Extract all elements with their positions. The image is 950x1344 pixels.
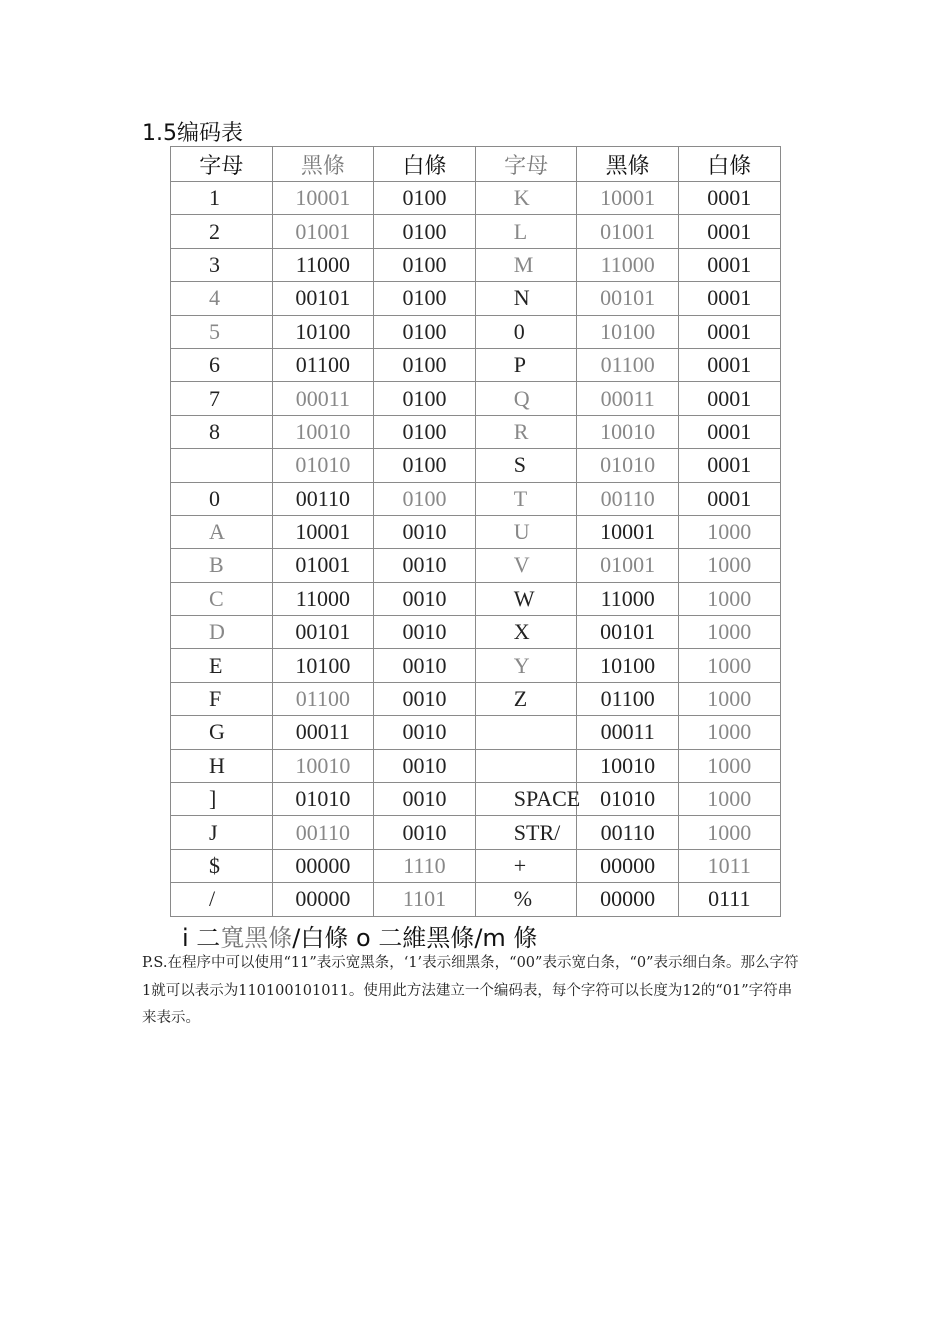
cell-letter-left: E: [171, 649, 273, 682]
table-row: [171, 215, 781, 248]
cell-black-right: 01001: [577, 215, 679, 248]
cell-white-right: 1000: [678, 649, 780, 682]
cell-black-left: 01001: [272, 549, 374, 582]
cell-letter-right: STR/: [475, 816, 577, 849]
header-black-1: 黑條: [272, 147, 374, 182]
table-row: [171, 716, 781, 749]
cell-black-right: 01100: [577, 682, 679, 715]
cell-white-left: 0010: [374, 816, 476, 849]
cell-black-right: 01010: [577, 449, 679, 482]
cell-letter-left: 8: [171, 415, 273, 448]
cell-letter-left: 1: [171, 182, 273, 215]
cell-black-right: 10100: [577, 649, 679, 682]
cell-white-right: 0001: [678, 248, 780, 281]
cell-white-left: 0010: [374, 749, 476, 782]
cell-letter-left: F: [171, 682, 273, 715]
cell-white-left: 0100: [374, 248, 476, 281]
cell-letter-left: B: [171, 549, 273, 582]
cell-letter-left: $: [171, 849, 273, 882]
cell-letter-right: [475, 716, 577, 749]
legend-part-1: i 二: [182, 924, 221, 952]
table-row: [171, 482, 781, 515]
table-row: [171, 315, 781, 348]
cell-white-right: 1000: [678, 682, 780, 715]
cell-white-right: 0001: [678, 482, 780, 515]
cell-black-right: 11000: [577, 248, 679, 281]
cell-white-right: 0001: [678, 449, 780, 482]
cell-white-left: 0100: [374, 182, 476, 215]
cell-letter-right: M: [475, 248, 577, 281]
cell-letter-right: Q: [475, 382, 577, 415]
cell-black-left: 00000: [272, 849, 374, 882]
cell-black-right: 11000: [577, 582, 679, 615]
cell-white-left: 0010: [374, 549, 476, 582]
table-row: [171, 616, 781, 649]
cell-white-left: 0010: [374, 515, 476, 548]
table-row: [171, 382, 781, 415]
cell-black-left: 10100: [272, 315, 374, 348]
cell-letter-left: ]: [171, 783, 273, 816]
cell-white-right: 1000: [678, 582, 780, 615]
cell-white-right: 0001: [678, 315, 780, 348]
header-white-2: 白條: [678, 147, 780, 182]
cell-letter-left: 2: [171, 215, 273, 248]
cell-letter-right: L: [475, 215, 577, 248]
cell-letter-left: 4: [171, 282, 273, 315]
cell-white-left: 0010: [374, 649, 476, 682]
table-header-row: [171, 147, 781, 182]
header-white-1: 白條: [374, 147, 476, 182]
cell-black-left: 01100: [272, 348, 374, 381]
table-row: [171, 515, 781, 548]
cell-letter-right: [475, 749, 577, 782]
cell-white-left: 0100: [374, 348, 476, 381]
cell-black-left: 00011: [272, 382, 374, 415]
note-paragraph: P.S.在程序中可以使用“11”表示宽黑条，‘1’表示细黑条，“00”表示宽白条，“0”表示细白条。那么字符1就可以表示为110100101011。使用此方法建立一个编码表，每个字符可以长度为12的“01”字符串来表示。: [142, 955, 799, 1026]
cell-white-right: 0001: [678, 282, 780, 315]
cell-white-right: 0001: [678, 182, 780, 215]
cell-black-right: 01001: [577, 549, 679, 582]
cell-white-left: 0100: [374, 449, 476, 482]
table-row: [171, 348, 781, 381]
section-heading: 1.5编码表: [142, 121, 243, 146]
cell-black-right: 00110: [577, 482, 679, 515]
cell-letter-left: [171, 449, 273, 482]
cell-white-right: 1000: [678, 783, 780, 816]
cell-black-left: 00110: [272, 482, 374, 515]
cell-letter-left: G: [171, 716, 273, 749]
cell-black-left: 10010: [272, 749, 374, 782]
cell-black-left: 00000: [272, 883, 374, 916]
cell-white-left: 0010: [374, 582, 476, 615]
legend-part-2: 寬黑條: [220, 924, 293, 952]
cell-white-right: 0001: [678, 215, 780, 248]
cell-letter-right: X: [475, 616, 577, 649]
cell-letter-right: N: [475, 282, 577, 315]
cell-black-left: 01001: [272, 215, 374, 248]
cell-black-left: 01010: [272, 783, 374, 816]
cell-letter-right: T: [475, 482, 577, 515]
table-row: [171, 883, 781, 916]
cell-white-left: 0100: [374, 415, 476, 448]
table-row: [171, 749, 781, 782]
cell-white-right: 1000: [678, 515, 780, 548]
cell-letter-right: Y: [475, 649, 577, 682]
header-letter-2: 字母: [475, 147, 577, 182]
cell-white-left: 0100: [374, 315, 476, 348]
cell-white-right: 1000: [678, 616, 780, 649]
cell-white-left: 1101: [374, 883, 476, 916]
cell-letter-right: 0: [475, 315, 577, 348]
cell-letter-left: D: [171, 616, 273, 649]
cell-black-right: 10001: [577, 515, 679, 548]
cell-letter-right: SPACE: [475, 783, 577, 816]
table-row: [171, 282, 781, 315]
cell-white-left: 0010: [374, 616, 476, 649]
cell-white-left: 0010: [374, 682, 476, 715]
cell-white-left: 0010: [374, 716, 476, 749]
cell-letter-right: W: [475, 582, 577, 615]
cell-black-right: 00011: [577, 716, 679, 749]
cell-white-right: 0001: [678, 382, 780, 415]
cell-letter-right: %: [475, 883, 577, 916]
header-black-2: 黑條: [577, 147, 679, 182]
cell-white-right: 1000: [678, 816, 780, 849]
cell-letter-right: +: [475, 849, 577, 882]
cell-letter-right: K: [475, 182, 577, 215]
cell-letter-right: Z: [475, 682, 577, 715]
cell-black-right: 10010: [577, 415, 679, 448]
cell-letter-right: V: [475, 549, 577, 582]
cell-black-left: 11000: [272, 248, 374, 281]
legend-line: [182, 918, 537, 953]
cell-white-left: 1110: [374, 849, 476, 882]
cell-black-right: 00000: [577, 883, 679, 916]
legend-part-3: /白條 o 二維黑條/m 條: [292, 924, 538, 952]
cell-white-right: 0001: [678, 348, 780, 381]
cell-letter-right: P: [475, 348, 577, 381]
cell-black-right: 10001: [577, 182, 679, 215]
table-row: [171, 682, 781, 715]
cell-black-left: 10001: [272, 182, 374, 215]
cell-black-left: 00101: [272, 616, 374, 649]
cell-black-left: 10100: [272, 649, 374, 682]
cell-black-right: 00011: [577, 382, 679, 415]
table-row: [171, 449, 781, 482]
cell-black-left: 01100: [272, 682, 374, 715]
cell-letter-left: 7: [171, 382, 273, 415]
cell-black-left: 00011: [272, 716, 374, 749]
cell-letter-left: 0: [171, 482, 273, 515]
cell-letter-left: 5: [171, 315, 273, 348]
cell-black-right: 00000: [577, 849, 679, 882]
cell-white-right: 1000: [678, 749, 780, 782]
cell-white-right: 1011: [678, 849, 780, 882]
cell-black-right: 00101: [577, 282, 679, 315]
cell-white-right: 0111: [678, 883, 780, 916]
table-row: [171, 582, 781, 615]
cell-black-right: 00110: [577, 816, 679, 849]
cell-letter-right: U: [475, 515, 577, 548]
cell-black-right: 01010: [577, 783, 679, 816]
table-row: [171, 248, 781, 281]
cell-letter-left: 6: [171, 348, 273, 381]
cell-letter-right: R: [475, 415, 577, 448]
table-row: [171, 549, 781, 582]
cell-letter-left: J: [171, 816, 273, 849]
cell-letter-left: 3: [171, 248, 273, 281]
cell-letter-left: A: [171, 515, 273, 548]
cell-letter-left: /: [171, 883, 273, 916]
cell-black-left: 01010: [272, 449, 374, 482]
cell-letter-left: C: [171, 582, 273, 615]
cell-black-left: 10010: [272, 415, 374, 448]
cell-black-right: 10010: [577, 749, 679, 782]
code-table: [170, 146, 781, 917]
cell-letter-right: S: [475, 449, 577, 482]
cell-white-left: 0010: [374, 783, 476, 816]
cell-black-right: 01100: [577, 348, 679, 381]
cell-black-left: 00101: [272, 282, 374, 315]
cell-letter-left: H: [171, 749, 273, 782]
cell-black-left: 11000: [272, 582, 374, 615]
table-row: [171, 849, 781, 882]
cell-white-left: 0100: [374, 382, 476, 415]
cell-black-left: 00110: [272, 816, 374, 849]
cell-white-left: 0100: [374, 215, 476, 248]
table-row: [171, 649, 781, 682]
cell-black-right: 10100: [577, 315, 679, 348]
cell-white-right: 1000: [678, 549, 780, 582]
cell-white-right: 0001: [678, 415, 780, 448]
cell-black-right: 00101: [577, 616, 679, 649]
header-letter-1: 字母: [171, 147, 273, 182]
cell-white-left: 0100: [374, 282, 476, 315]
cell-white-left: 0100: [374, 482, 476, 515]
table-row: [171, 783, 781, 816]
table-row: [171, 415, 781, 448]
table-row: [171, 182, 781, 215]
cell-white-right: 1000: [678, 716, 780, 749]
cell-black-left: 10001: [272, 515, 374, 548]
table-row: [171, 816, 781, 849]
